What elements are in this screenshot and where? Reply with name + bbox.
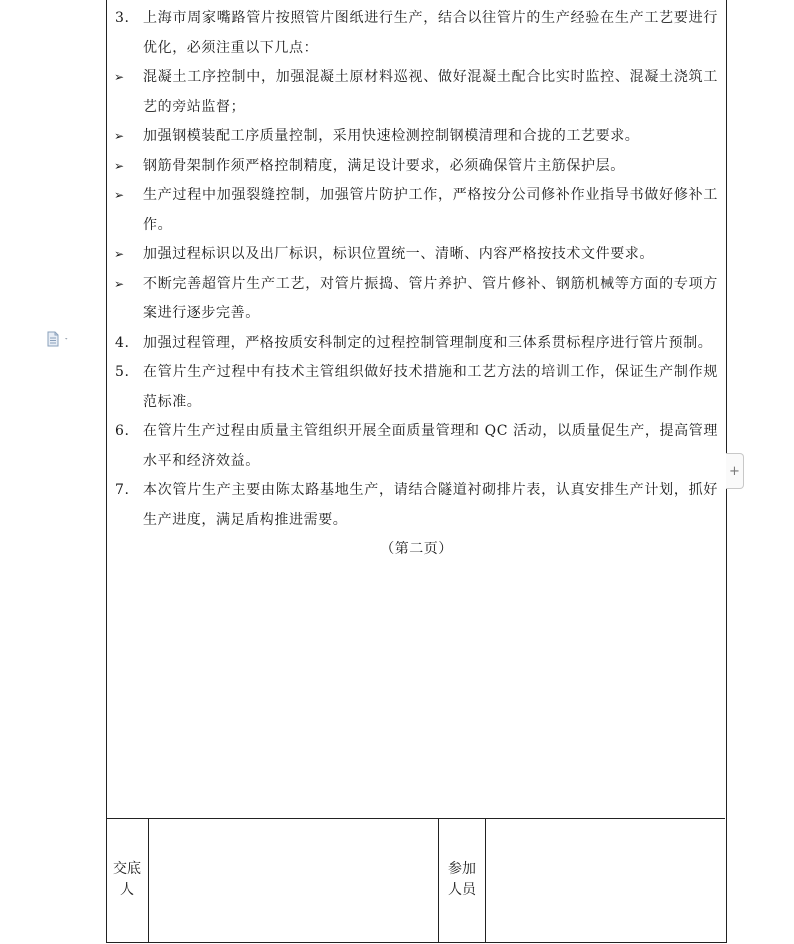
- arrow-bullet-icon: ➢: [114, 70, 125, 84]
- item-text: 不断完善超管片生产工艺，对管片振捣、管片养护、管片修补、钢筋机械等方面的专项方案进行逐步完善。: [143, 275, 718, 321]
- arrow-bullet-icon: ➢: [114, 188, 125, 202]
- item-marker: 4.: [115, 334, 130, 351]
- item-text: 加强过程标识以及出厂标识，标识位置统一、清晰、内容严格按技术文件要求。: [143, 246, 654, 262]
- participants-label-line: 参加: [448, 861, 476, 877]
- item-text: 加强钢模装配工序质量控制，采用快速检测控制钢模清理和合拢的工艺要求。: [143, 128, 640, 144]
- item-text: 混凝土工序控制中，加强混凝土原材料巡视、做好混凝土配合比实时监控、混凝土浇筑工艺的旁站监督；: [143, 69, 718, 115]
- list-item: [107, 270, 726, 329]
- participants-label: [439, 859, 485, 901]
- list-item: [107, 329, 726, 359]
- list-item: [107, 240, 726, 270]
- add-row-button[interactable]: +: [726, 453, 744, 489]
- giver-label-line: 交底: [113, 861, 141, 877]
- signature-row: [106, 818, 725, 943]
- item-marker: 5.: [115, 364, 130, 380]
- list-item: [107, 181, 726, 240]
- arrow-bullet-icon: ➢: [114, 247, 125, 261]
- list-item: [107, 152, 726, 182]
- giver-signature-cell[interactable]: [149, 819, 438, 943]
- giver-label-line: 人: [120, 882, 134, 898]
- item-marker: 3.: [115, 10, 130, 26]
- item-text: 上海市周家嘴路管片按照管片图纸进行生产，结合以往管片的生产经验在生产工艺要进行优化，必须注重以下几点：: [143, 10, 718, 56]
- list-item: [107, 63, 726, 122]
- item-text: 加强过程管理，严格按质安科制定的过程控制管理制度和三体系贯标程序进行管片预制。: [143, 334, 713, 351]
- item-list: [107, 4, 726, 535]
- participants-signature-cell[interactable]: [486, 819, 725, 943]
- document-options-icon[interactable]: [46, 331, 70, 347]
- item-text: 钢筋骨架制作须严格控制精度，满足设计要求，必须确保管片主筋保护层。: [143, 157, 625, 174]
- arrow-bullet-icon: ➢: [114, 158, 125, 173]
- item-text: 在管片生产过程中有技术主管组织做好技术措施和工艺方法的培训工作，保证生产制作规范标准。: [143, 364, 718, 410]
- document-content: [107, 4, 726, 565]
- arrow-bullet-icon: ➢: [114, 129, 125, 143]
- item-text: 生产过程中加强裂缝控制，加强管片防护工作，严格按分公司修补作业指导书做好修补工作。: [143, 187, 718, 233]
- list-item: [107, 358, 726, 417]
- item-text: 在管片生产过程由质量主管组织开展全面质量管理和 QC 活动，以质量促生产，提高管理水平和经济效益。: [143, 423, 718, 469]
- list-item: [107, 122, 726, 152]
- list-item: [107, 476, 726, 535]
- document-icon: [46, 331, 70, 347]
- page-number-label: （第二页）: [380, 541, 453, 557]
- item-marker: 6.: [115, 423, 130, 439]
- document-table-frame: [106, 0, 727, 943]
- arrow-bullet-icon: ➢: [114, 276, 125, 291]
- giver-label: [106, 859, 148, 901]
- list-item: [107, 417, 726, 476]
- list-item: [107, 4, 726, 63]
- item-marker: 7.: [115, 482, 130, 498]
- item-text: 本次管片生产主要由陈太路基地生产，请结合隧道衬砌排片表，认真安排生产计划，抓好生产进度，满足盾构推进需要。: [143, 482, 718, 528]
- participants-label-line: 人员: [448, 882, 476, 898]
